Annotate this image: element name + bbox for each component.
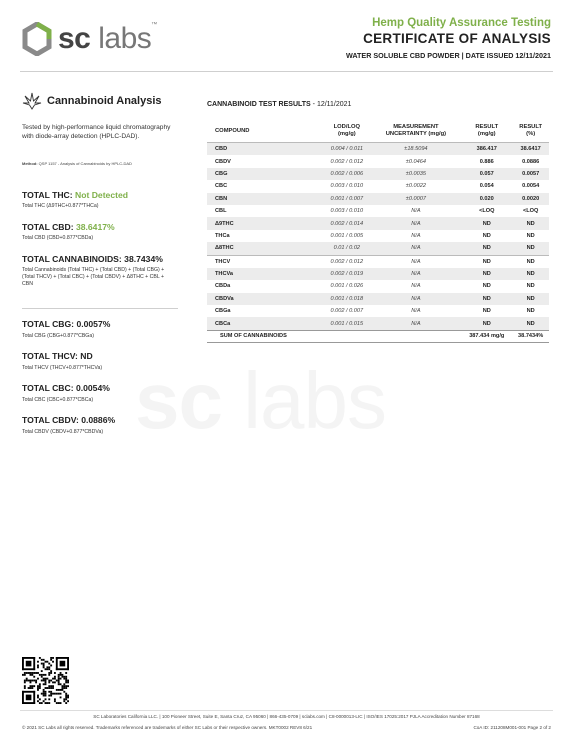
- total-cbdv: TOTAL CBDV: 0.0886%: [22, 415, 116, 425]
- table-row: [207, 217, 549, 229]
- column-header: RESULT (mg/g): [461, 120, 512, 143]
- table-cell: ±0.0022: [405, 183, 426, 190]
- cannabinoid-analysis-heading: [22, 92, 162, 110]
- table-row: [207, 230, 549, 242]
- table-row: [207, 205, 549, 217]
- table-cell: CBCa: [207, 317, 323, 330]
- table-cell: 0.054: [479, 183, 494, 190]
- table-cell: 0.001 / 0.015: [323, 317, 371, 330]
- table-cell: THCV: [207, 255, 323, 268]
- table-row: [207, 180, 549, 192]
- total-cbc-formula: Total CBC (CBC+0.877*CBCa): [22, 397, 94, 403]
- sc-labs-logo: [22, 22, 157, 56]
- total-cbdv-formula: Total CBDV (CBDV+0.877*CBDVa): [22, 429, 104, 435]
- method-description: Tested by high-performance liquid chromatography with diode-array detection (HPLC-DAD).: [22, 124, 171, 140]
- logo-wordmark: sc labs™: [58, 22, 157, 55]
- total-cannabinoids: TOTAL CANNABINOIDS: 38.7434%: [22, 254, 163, 264]
- table-cell: CBDa: [215, 283, 231, 290]
- table-cell: ±0.0007: [371, 193, 462, 205]
- column-header: COMPOUND: [207, 120, 323, 143]
- total-thcv-formula: Total THCV (THCV+0.877*THCVa): [22, 365, 103, 371]
- total-cbg-formula: Total CBG (CBG+0.877*CBGa): [22, 333, 94, 339]
- table-cell: ND: [512, 255, 549, 268]
- sum-row: [207, 330, 549, 342]
- table-cell: 0.886: [479, 158, 494, 165]
- table-row: [207, 143, 549, 156]
- table-cell: 0.01 / 0.02: [323, 242, 371, 255]
- table-cell: ±18.5094: [371, 143, 462, 156]
- column-header: RESULT (%): [512, 120, 549, 143]
- table-row: [207, 293, 549, 305]
- table-row: [207, 155, 549, 167]
- table-cell: Δ8THC: [207, 242, 323, 255]
- table-cell: 0.0886: [522, 158, 540, 165]
- table-row: [207, 268, 549, 280]
- method-line: Method: QSP 1157 - Analysis of Cannabinoids by HPLC-DAD: [22, 161, 132, 166]
- table-cell: THCVa: [207, 268, 323, 280]
- table-row: [207, 168, 549, 180]
- table-cell: N/A: [411, 283, 421, 290]
- qr-code-icon[interactable]: [22, 657, 69, 704]
- table-cell: ND: [461, 255, 512, 268]
- table-cell: ±0.0464: [405, 158, 426, 165]
- footer-coa-id: CoA ID: 211208M001-001 Page 2 of 2: [473, 725, 551, 730]
- section-title: Cannabinoid Analysis: [47, 95, 162, 107]
- table-cell: 0.0057: [512, 168, 549, 180]
- table-cell: ND: [512, 268, 549, 280]
- table-cell: 0.002 / 0.012: [330, 158, 364, 165]
- table-cell: ND: [461, 217, 512, 229]
- column-header: LOD/LOQ (mg/g): [323, 120, 371, 143]
- table-cell: ND: [512, 293, 549, 305]
- cannabis-leaf-icon: [22, 92, 42, 110]
- table-cell: 0.003 / 0.010: [330, 208, 364, 215]
- table-cell: CBDVa: [207, 293, 323, 305]
- header-right: [346, 17, 551, 60]
- sum-cell: SUM OF CANNABINOIDS: [207, 330, 323, 342]
- table-cell: ND: [526, 308, 535, 315]
- table-cell: Δ9THC: [207, 217, 323, 229]
- total-cbd: TOTAL CBD: 38.6417%: [22, 222, 115, 232]
- table-cell: 0.001 / 0.005: [330, 232, 364, 239]
- table-cell: N/A: [371, 293, 462, 305]
- total-cannabinoids-formula: Total Cannabinoids (Total THC) + (Total CBD) + (Total CBG) + (Total THCV) + (Total CBC) + (Total CBDV) + Δ8THC + CBL + CBN: [22, 267, 165, 288]
- table-row: [207, 305, 549, 317]
- table-cell: 0.057: [461, 168, 512, 180]
- footer-copyright: © 2021 SC Labs all rights reserved. Trademarks referenced are trademarks of either SC Labs or their respective owners. MKT0002 REV8 6/21: [22, 725, 313, 730]
- table-cell: ND: [512, 242, 549, 255]
- table-cell: N/A: [411, 208, 421, 215]
- table-cell: 0.002 / 0.012: [323, 255, 371, 268]
- table-cell: ±0.0035: [371, 168, 462, 180]
- table-cell: ND: [512, 317, 549, 330]
- table-cell: CBG: [207, 168, 323, 180]
- table-cell: 0.001 / 0.018: [323, 293, 371, 305]
- table-cell: 0.001 / 0.007: [323, 193, 371, 205]
- total-cbc: TOTAL CBC: 0.0054%: [22, 383, 110, 393]
- table-cell: ND: [526, 283, 535, 290]
- total-cbd-formula: Total CBD (CBD+0.877*CBDa): [22, 235, 94, 241]
- table-cell: ND: [482, 232, 491, 239]
- product-subtitle: WATER SOLUBLE CBD POWDER | DATE ISSUED 12/11/2021: [345, 51, 551, 60]
- table-cell: CBDV: [215, 158, 231, 165]
- table-cell: ND: [461, 293, 512, 305]
- table-row: [207, 255, 549, 268]
- table-cell: CBN: [207, 193, 323, 205]
- table-cell: 0.0020: [512, 193, 549, 205]
- table-cell: ND: [461, 317, 512, 330]
- table-cell: ND: [461, 242, 512, 255]
- total-thcv: TOTAL THCV: ND: [22, 351, 93, 361]
- table-cell: 0.003 / 0.010: [330, 183, 364, 190]
- sum-cell: 387.434 mg/g: [461, 330, 512, 342]
- table-cell: ND: [482, 283, 491, 290]
- table-cell: 0.004 / 0.011: [323, 143, 371, 156]
- footer-address: SC Laboratories California LLC. | 100 Pioneer Street, Suite E, Santa Cruz, CA 95060 | 866-435-0709 | sclabs.com | C8-0000013-LIC | ISO/IES 17025:2017 PJLA Accreditation Number 87168: [93, 714, 480, 719]
- sum-cell: 38.7434%: [512, 330, 549, 342]
- hexagon-logo-icon: [22, 22, 52, 56]
- total-cbg: TOTAL CBG: 0.0057%: [22, 319, 111, 329]
- table-cell: N/A: [371, 217, 462, 229]
- table-cell: 0.002 / 0.014: [323, 217, 371, 229]
- table-cell: <LOQ: [522, 208, 539, 215]
- table-cell: N/A: [411, 232, 421, 239]
- left-divider: [22, 308, 178, 309]
- table-cell: 38.6417: [512, 143, 549, 156]
- table-cell: 0.001 / 0.026: [330, 283, 364, 290]
- results-table: [207, 120, 549, 343]
- footer-divider: [20, 710, 553, 711]
- table-cell: 0.0054: [522, 183, 540, 190]
- total-thc-formula: Total THC (Δ9THC+0.877*THCa): [22, 203, 99, 209]
- column-header: MEASUREMENT UNCERTAINTY (mg/g): [371, 120, 462, 143]
- table-header-row: [207, 120, 549, 143]
- table-cell: 0.002 / 0.019: [323, 268, 371, 280]
- table-cell: N/A: [371, 268, 462, 280]
- table-row: [207, 280, 549, 292]
- table-cell: CBD: [207, 143, 323, 156]
- table-cell: N/A: [371, 255, 462, 268]
- table-row: [207, 242, 549, 255]
- total-thc: TOTAL THC: Not Detected: [22, 190, 129, 200]
- sum-cell: [371, 330, 462, 342]
- table-row: [207, 317, 549, 330]
- table-cell: <LOQ: [479, 208, 495, 215]
- table-cell: 0.020: [461, 193, 512, 205]
- table-cell: 0.002 / 0.007: [330, 308, 364, 315]
- table-cell: 386.417: [461, 143, 512, 156]
- table-cell: ND: [461, 268, 512, 280]
- table-cell: N/A: [411, 308, 421, 315]
- table-row: [207, 193, 549, 205]
- table-cell: THCa: [215, 232, 230, 239]
- table-cell: N/A: [371, 317, 462, 330]
- page-title: CERTIFICATE OF ANALYSIS: [363, 31, 551, 46]
- table-cell: CBGa: [215, 308, 231, 315]
- sum-cell: [323, 330, 371, 342]
- results-title: CANNABINOID TEST RESULTS - 12/11/2021: [207, 101, 352, 108]
- table-cell: CBC: [215, 183, 228, 190]
- table-cell: N/A: [371, 242, 462, 255]
- watermark-logo: sc labs: [135, 356, 386, 445]
- table-cell: 0.002 / 0.006: [323, 168, 371, 180]
- table-cell: ND: [482, 308, 491, 315]
- table-cell: CBL: [215, 208, 227, 215]
- header-divider: [20, 71, 553, 72]
- table-cell: ND: [512, 217, 549, 229]
- tagline: Hemp Quality Assurance Testing: [372, 17, 551, 29]
- table-cell: ND: [526, 232, 535, 239]
